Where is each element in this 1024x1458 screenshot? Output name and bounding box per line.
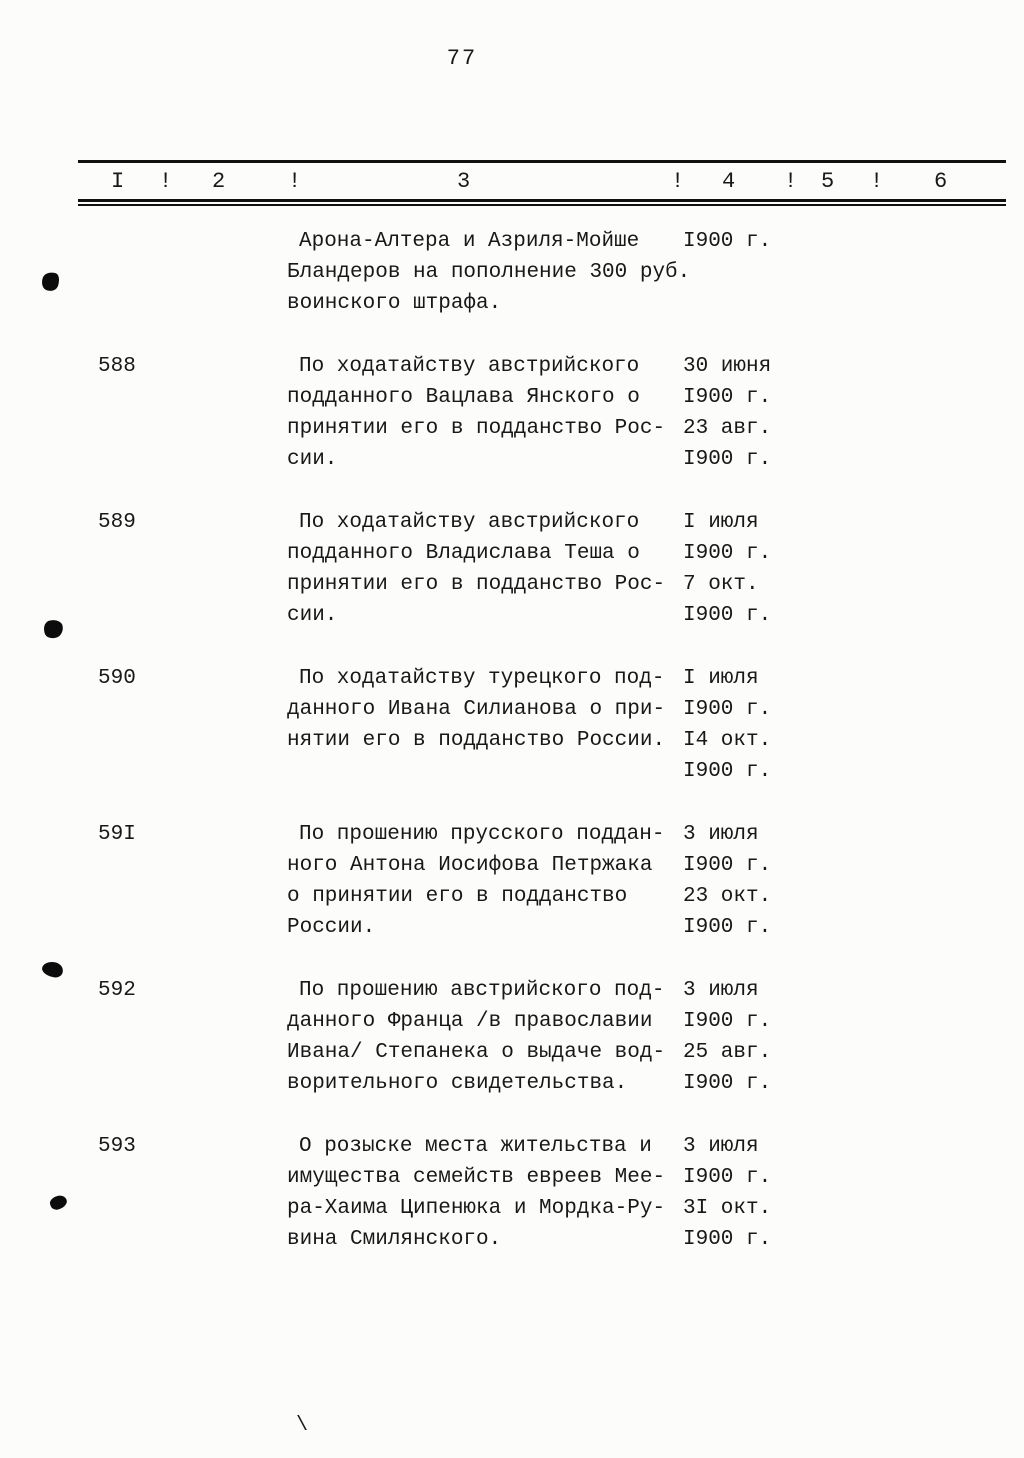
entry-line bbox=[287, 382, 1024, 413]
entry-description-line: Ивана/ Степанека о выдаче вод- bbox=[287, 1041, 666, 1064]
column-label-6: 6 bbox=[934, 169, 948, 194]
entry-number: 588 bbox=[98, 355, 136, 378]
entry-date-line bbox=[683, 288, 1024, 319]
ledger-entry bbox=[0, 507, 1024, 631]
entry-date-line: 7 окт. bbox=[683, 573, 759, 596]
entry-description-line: ворительного свидетельства. bbox=[287, 1072, 628, 1095]
entry-line bbox=[287, 975, 1024, 1006]
entry-date-line: I900 г. bbox=[683, 230, 772, 253]
entry-date-line: I900 г. bbox=[683, 542, 772, 565]
entry-description-line: ного Антона Иосифова Петржака bbox=[287, 854, 653, 877]
entry-line bbox=[287, 288, 1024, 319]
entry-line bbox=[287, 756, 1024, 787]
column-label-2: 2 bbox=[212, 169, 226, 194]
entry-description-line: По прошению прусского поддан- bbox=[299, 823, 665, 846]
column-label-3: 3 bbox=[457, 169, 471, 194]
page-number: 77 bbox=[446, 46, 478, 71]
entry-line bbox=[287, 1193, 1024, 1224]
entry-description-line: По ходатайству турецкого под- bbox=[299, 667, 665, 690]
entry-lines bbox=[287, 351, 1024, 475]
entry-date-line: 3I окт. bbox=[683, 1197, 772, 1220]
entry-description-line: По ходатайству австрийского bbox=[299, 355, 640, 378]
entry-date-line: 3 июля bbox=[683, 1135, 759, 1158]
entry-description-line: о принятии его в подданство bbox=[287, 885, 628, 908]
entry-number: 589 bbox=[98, 511, 136, 534]
entry-date-line: I900 г. bbox=[683, 1228, 772, 1251]
entry-line bbox=[287, 1162, 1024, 1193]
entry-lines bbox=[287, 663, 1024, 787]
entry-description-line bbox=[287, 756, 683, 787]
entry-date-line: I900 г. bbox=[683, 1072, 772, 1095]
entry-line bbox=[287, 663, 1024, 694]
header-row bbox=[78, 163, 1006, 199]
ledger-entry bbox=[0, 819, 1024, 943]
entry-description-line: нятии его в подданство России. bbox=[287, 729, 666, 752]
entry-description-line: воинского штрафа. bbox=[287, 292, 502, 315]
ledger-entry bbox=[0, 975, 1024, 1099]
entry-description-line: данного Ивана Силианова о при- bbox=[287, 698, 666, 721]
entry-line bbox=[287, 538, 1024, 569]
column-label-1: I bbox=[111, 169, 125, 194]
entry-date-line: 30 июня bbox=[683, 355, 772, 378]
entry-description-line: имущества семейств евреев Мее- bbox=[287, 1166, 666, 1189]
ledger-entry bbox=[0, 1131, 1024, 1255]
ledger-entry bbox=[0, 351, 1024, 475]
entry-date-line: I900 г. bbox=[683, 386, 772, 409]
entry-description-line: России. bbox=[287, 916, 376, 939]
entry-line bbox=[287, 850, 1024, 881]
entry-description-line: принятии его в подданство Рос- bbox=[287, 573, 666, 596]
entry-description-line: данного Франца /в православии bbox=[287, 1010, 653, 1033]
entry-lines bbox=[287, 975, 1024, 1099]
entry-lines bbox=[287, 226, 1024, 319]
entry-description-line: По прошению австрийского под- bbox=[299, 979, 665, 1002]
column-separator: ! bbox=[870, 169, 884, 194]
entry-description-line: вина Смилянского. bbox=[287, 1228, 502, 1251]
entry-date-line: I июля bbox=[683, 511, 759, 534]
entry-line bbox=[287, 694, 1024, 725]
entry-description-line: О розыске места жительства и bbox=[299, 1135, 652, 1158]
entry-line bbox=[287, 881, 1024, 912]
entry-line bbox=[287, 257, 1024, 288]
entry-line bbox=[287, 569, 1024, 600]
entry-date-line: I900 г. bbox=[683, 1166, 772, 1189]
entry-description-line: принятии его в подданство Рос- bbox=[287, 417, 666, 440]
entry-description-line: сии. bbox=[287, 448, 338, 471]
entry-date-line: 23 авг. bbox=[683, 417, 772, 440]
column-label-4: 4 bbox=[722, 169, 736, 194]
entry-date-line: I900 г. bbox=[683, 604, 772, 627]
column-separator: ! bbox=[288, 169, 302, 194]
column-separator: ! bbox=[784, 169, 798, 194]
entry-line bbox=[287, 1224, 1024, 1255]
entry-line bbox=[287, 1006, 1024, 1037]
entry-description-line: сии. bbox=[287, 604, 338, 627]
entry-date-line: 23 окт. bbox=[683, 885, 772, 908]
entry-number: 593 bbox=[98, 1135, 136, 1158]
entry-line bbox=[287, 413, 1024, 444]
column-label-5: 5 bbox=[821, 169, 835, 194]
ledger-entry bbox=[0, 663, 1024, 787]
entry-description-line: ра-Хаима Ципенюка и Мордка-Ру- bbox=[287, 1197, 666, 1220]
entries bbox=[0, 226, 1024, 1287]
ledger-entry bbox=[0, 226, 1024, 319]
entry-date-line: 25 авг. bbox=[683, 1041, 772, 1064]
entry-date-line: I900 г. bbox=[683, 760, 772, 783]
entry-description-line: По ходатайству австрийского bbox=[299, 511, 640, 534]
entry-description-line: подданного Владислава Теша о bbox=[287, 542, 640, 565]
entry-number: 590 bbox=[98, 667, 136, 690]
entry-line bbox=[287, 1037, 1024, 1068]
entry-date-line: I4 окт. bbox=[683, 729, 772, 752]
column-separator: ! bbox=[671, 169, 685, 194]
entry-date-line bbox=[690, 257, 1024, 288]
entry-line bbox=[287, 444, 1024, 475]
header-rule-bottom-2 bbox=[78, 204, 1006, 206]
entry-number: 59I bbox=[98, 823, 136, 846]
entry-line bbox=[287, 507, 1024, 538]
entry-number: 592 bbox=[98, 979, 136, 1002]
entry-date-line: I900 г. bbox=[683, 854, 772, 877]
entry-line bbox=[287, 1068, 1024, 1099]
entry-description-line: Арона-Алтера и Азриля-Мойше bbox=[299, 230, 640, 253]
entry-date-line: 3 июля bbox=[683, 823, 759, 846]
entry-date-line: I900 г. bbox=[683, 698, 772, 721]
stray-mark: \ bbox=[296, 1414, 309, 1437]
entry-lines bbox=[287, 1131, 1024, 1255]
entry-line bbox=[287, 226, 1024, 257]
entry-date-line: I900 г. bbox=[683, 448, 772, 471]
entry-date-line: I900 г. bbox=[683, 1010, 772, 1033]
entry-lines bbox=[287, 819, 1024, 943]
entry-number bbox=[0, 226, 287, 319]
entry-line bbox=[287, 725, 1024, 756]
entry-description-line: Бландеров на пополнение 300 руб. bbox=[287, 261, 691, 284]
entry-line bbox=[287, 351, 1024, 382]
entry-date-line: I июля bbox=[683, 667, 759, 690]
entry-lines bbox=[287, 507, 1024, 631]
entry-line bbox=[287, 1131, 1024, 1162]
entry-line bbox=[287, 600, 1024, 631]
entry-date-line: I900 г. bbox=[683, 916, 772, 939]
column-separator: ! bbox=[159, 169, 173, 194]
entry-line bbox=[287, 912, 1024, 943]
entry-description-line: подданного Вацлава Янского о bbox=[287, 386, 640, 409]
entry-line bbox=[287, 819, 1024, 850]
entry-date-line: 3 июля bbox=[683, 979, 759, 1002]
ledger-header bbox=[78, 160, 1006, 206]
